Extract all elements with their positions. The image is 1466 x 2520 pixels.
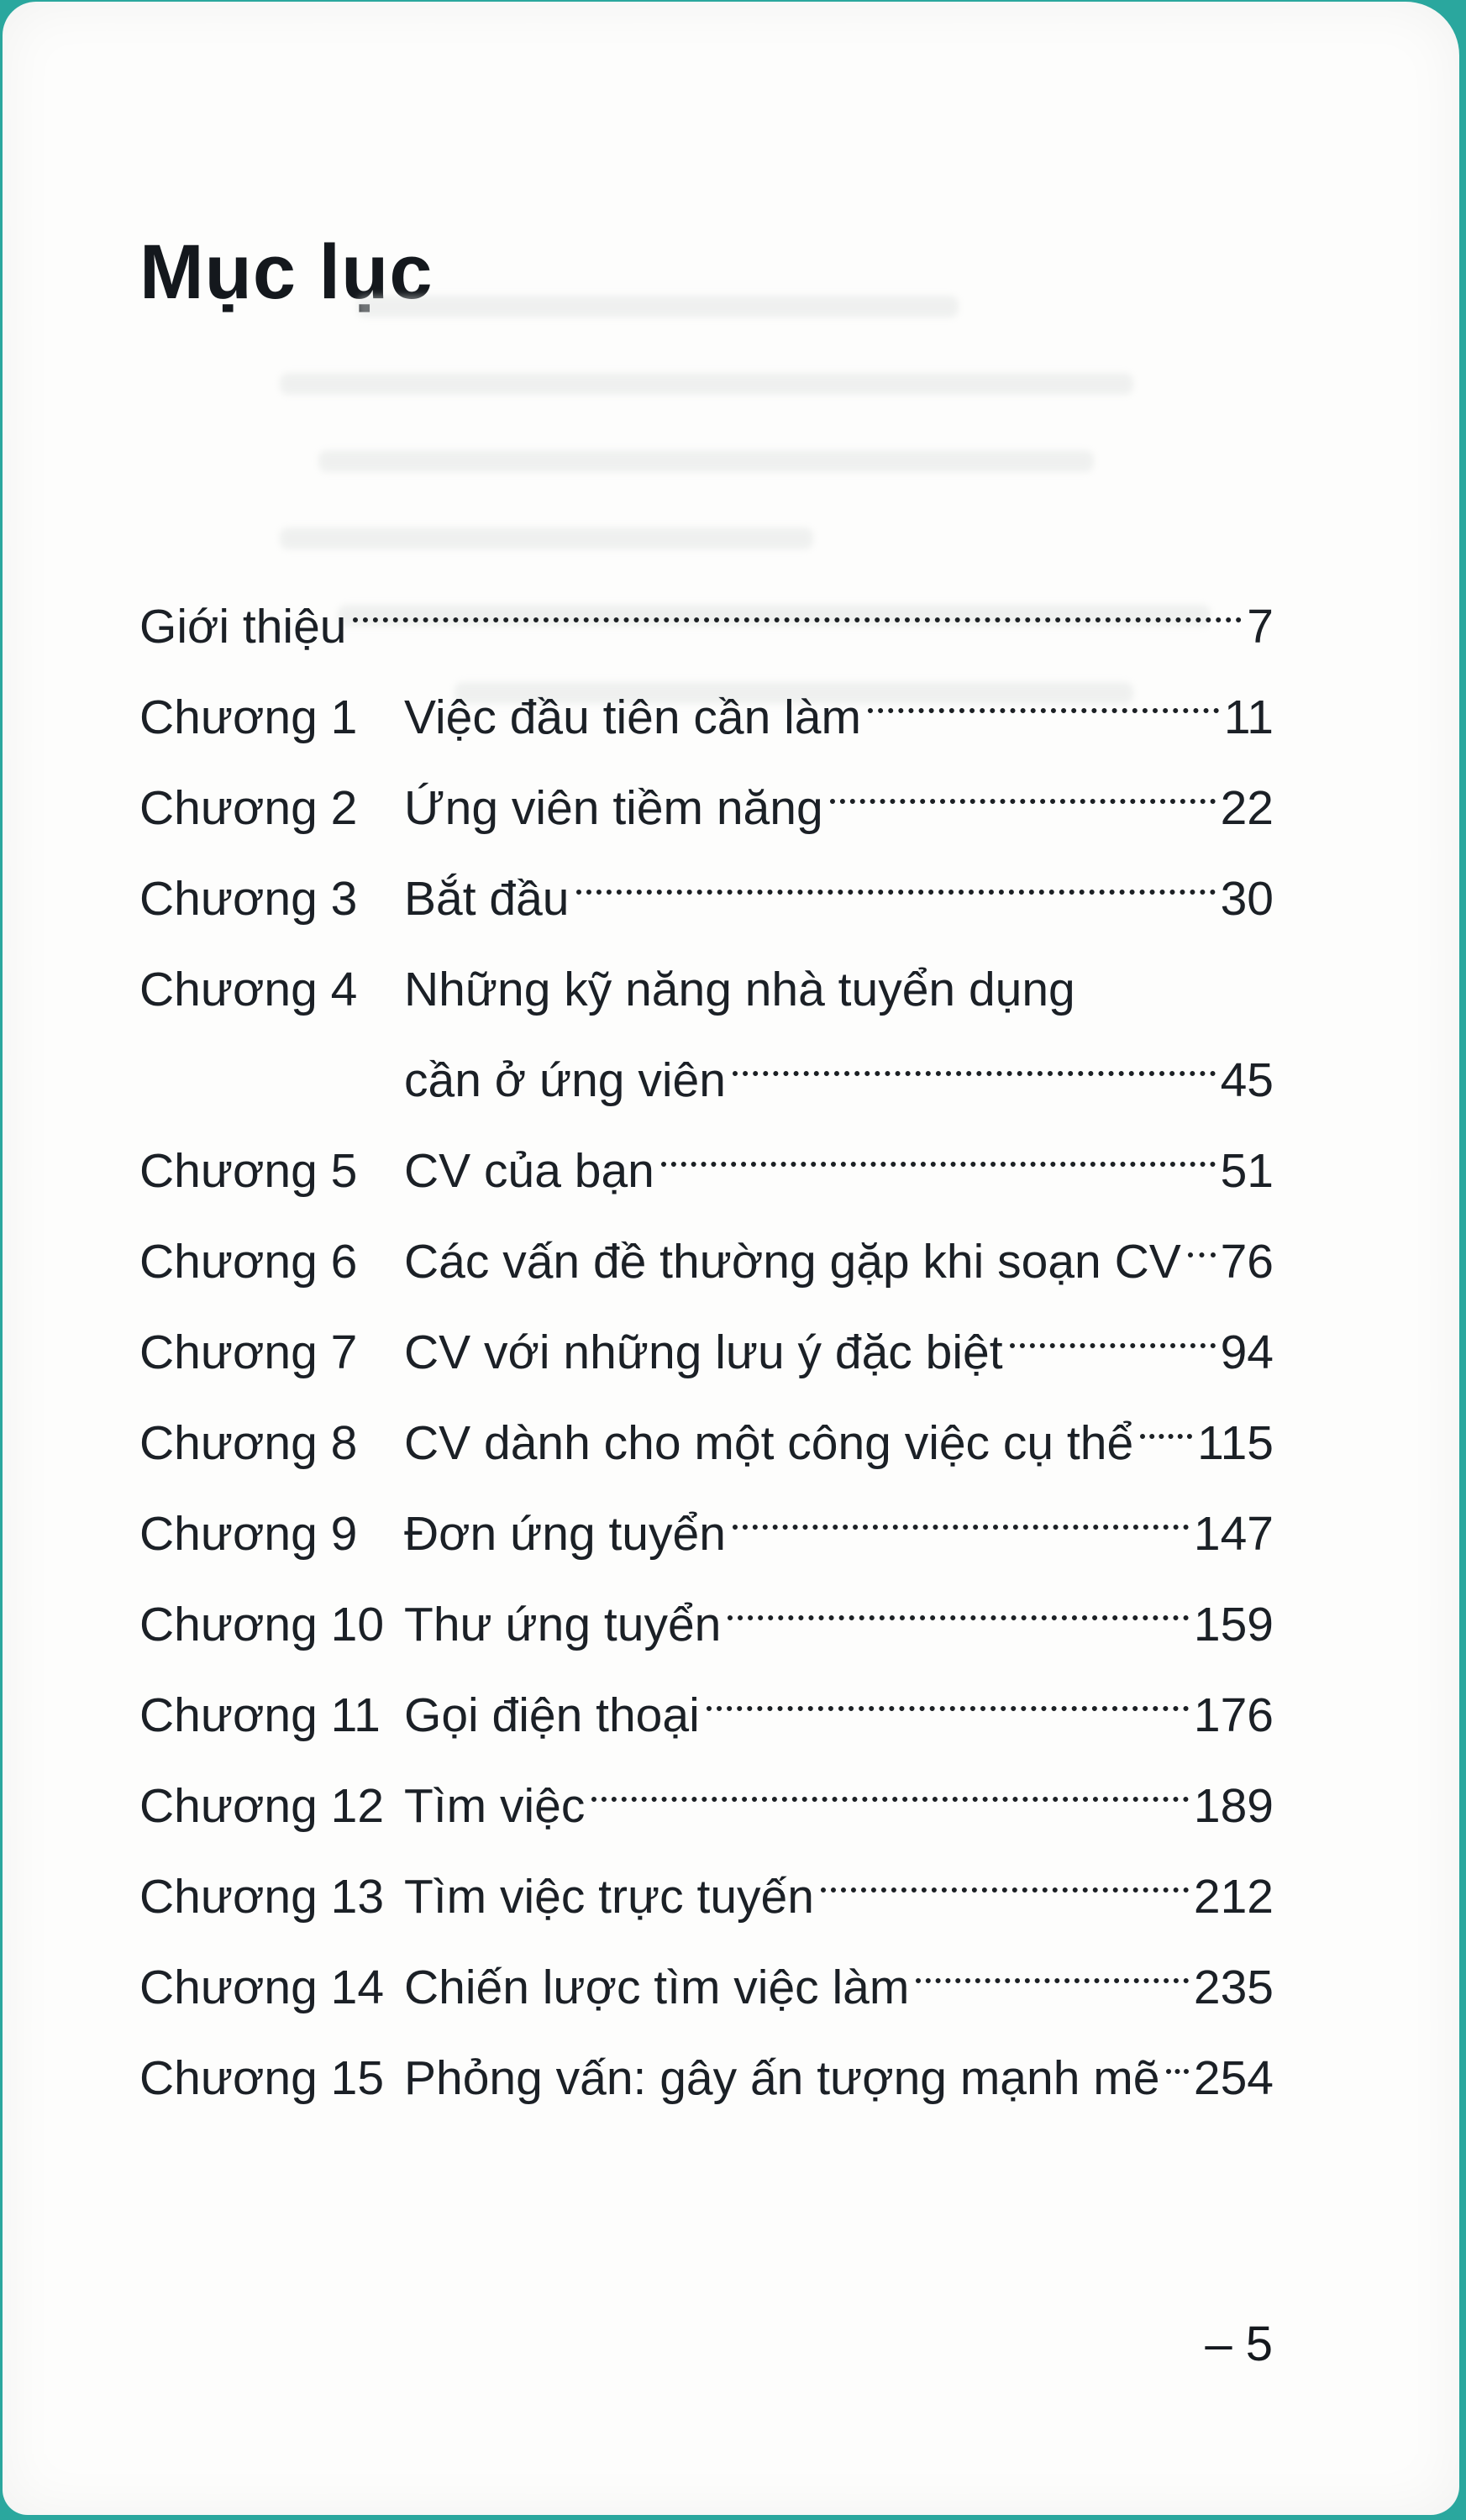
toc-title: Tìm việc [404, 1779, 586, 1833]
toc-title: Tìm việc trực tuyến [404, 1870, 814, 1924]
toc-entry-body [404, 2033, 1274, 2124]
toc-title: Thư ứng tuyển [404, 1598, 722, 1651]
toc-page-number: 115 [1197, 1416, 1274, 1470]
toc-title: Ứng viên tiềm năng [404, 781, 823, 835]
toc-entry-body [404, 1579, 1274, 1670]
toc-page-number: 212 [1193, 1870, 1274, 1924]
toc-entry-body [404, 1398, 1274, 1488]
toc-line [404, 853, 1274, 944]
toc-chapter-label: Chương 6 [139, 1235, 358, 1289]
toc-entry-body [404, 1761, 1274, 1851]
toc-title: CV của bạn [404, 1144, 654, 1198]
toc-line [404, 1942, 1274, 2033]
toc-page-number: 76 [1220, 1235, 1274, 1289]
toc-line [139, 581, 1274, 672]
dot-leader [1166, 2069, 1188, 2074]
toc-page-number: 254 [1193, 2051, 1274, 2105]
bleed-line [280, 528, 813, 549]
toc-page-number: 147 [1193, 1507, 1274, 1561]
toc-chapter-label: Chương 10 [139, 1598, 385, 1651]
dot-leader [576, 890, 1216, 895]
toc-entry [139, 1851, 1274, 1942]
toc-line [404, 1398, 1274, 1488]
toc-line [404, 2033, 1274, 2124]
toc-entry [139, 1126, 1274, 1216]
toc-line [404, 1761, 1274, 1851]
toc-entry-body [139, 581, 1274, 672]
toc-entry [139, 1216, 1274, 1307]
dot-leader [916, 1978, 1189, 1983]
dot-leader [830, 799, 1216, 804]
toc-entry-body [404, 944, 1274, 1126]
toc-page-number: 51 [1220, 1144, 1274, 1198]
toc-entry [139, 1307, 1274, 1398]
toc-title: Đơn ứng tuyển [404, 1507, 726, 1561]
toc-title: Giới thiệu [139, 600, 347, 654]
toc-title: cần ở ứng viên [404, 1053, 726, 1107]
toc-title: Gọi điện thoại [404, 1688, 700, 1742]
toc-page-number: 159 [1193, 1598, 1274, 1651]
toc-chapter-label: Chương 3 [139, 872, 358, 926]
toc-title: Bắt đầu [404, 872, 570, 926]
table-of-contents [139, 581, 1274, 2124]
toc-entry-body [404, 1488, 1274, 1579]
toc-entry-body [404, 1670, 1274, 1761]
toc-line [404, 763, 1274, 853]
toc-entry [139, 1579, 1274, 1670]
toc-page-number: 45 [1220, 1053, 1274, 1107]
toc-line [404, 1670, 1274, 1761]
toc-entry [139, 1670, 1274, 1761]
toc-entry [139, 581, 1274, 672]
toc-entry [139, 1488, 1274, 1579]
toc-chapter-label: Chương 13 [139, 1870, 385, 1924]
toc-chapter-label: Chương 15 [139, 2051, 385, 2105]
toc-entry [139, 1398, 1274, 1488]
dot-leader [707, 1706, 1189, 1711]
page-title: Mục lục [139, 229, 433, 315]
toc-title: CV với những lưu ý đặc biệt [404, 1326, 1003, 1379]
toc-chapter-label: Chương 14 [139, 1961, 385, 2014]
toc-chapter-label: Chương 11 [139, 1688, 381, 1742]
toc-title: Phỏng vấn: gây ấn tượng mạnh mẽ [404, 2051, 1160, 2105]
dot-leader [591, 1797, 1189, 1802]
toc-entry [139, 763, 1274, 853]
dot-leader [868, 708, 1219, 713]
dot-leader [728, 1615, 1189, 1620]
toc-title: Chiến lược tìm việc làm [404, 1961, 910, 2014]
toc-line [404, 1035, 1274, 1126]
toc-entry-body [404, 672, 1274, 763]
toc-title: Các vấn đề thường gặp khi soạn CV [404, 1235, 1181, 1289]
toc-chapter-label: Chương 4 [139, 963, 358, 1016]
toc-line [404, 1579, 1274, 1670]
toc-line [404, 1851, 1274, 1942]
toc-page-number: 189 [1193, 1779, 1274, 1833]
dot-leader [661, 1162, 1216, 1167]
book-page [3, 2, 1459, 2515]
dot-leader [733, 1525, 1189, 1530]
toc-title: Những kỹ năng nhà tuyển dụng [404, 963, 1075, 1016]
toc-line [404, 1216, 1274, 1307]
dot-leader [1140, 1434, 1192, 1439]
toc-page-number: 176 [1193, 1688, 1274, 1742]
dot-leader [821, 1887, 1189, 1893]
toc-chapter-label: Chương 12 [139, 1779, 385, 1833]
toc-entry [139, 1761, 1274, 1851]
toc-line [404, 1126, 1274, 1216]
toc-entry-body [404, 1216, 1274, 1307]
toc-entry [139, 1942, 1274, 2033]
toc-line [404, 1488, 1274, 1579]
toc-page-number: 94 [1220, 1326, 1274, 1379]
toc-chapter-label: Chương 2 [139, 781, 358, 835]
toc-page-number: 11 [1223, 690, 1274, 744]
toc-chapter-label: Chương 7 [139, 1326, 358, 1379]
dot-leader [733, 1071, 1216, 1076]
toc-entry [139, 853, 1274, 944]
toc-entry-body [404, 853, 1274, 944]
toc-page-number: 7 [1247, 600, 1274, 654]
toc-line [404, 944, 1274, 1035]
page-number: – 5 [1205, 2317, 1273, 2371]
dot-leader [1010, 1343, 1216, 1348]
toc-page-number: 235 [1193, 1961, 1274, 2014]
toc-entry [139, 2033, 1274, 2124]
toc-line [404, 672, 1274, 763]
toc-entry-body [404, 1126, 1274, 1216]
toc-title: Việc đầu tiên cần làm [404, 690, 861, 744]
toc-line [404, 1307, 1274, 1398]
toc-entry-body [404, 763, 1274, 853]
bleed-line [280, 373, 1133, 395]
toc-chapter-label: Chương 1 [139, 690, 358, 744]
toc-page-number: 22 [1220, 781, 1274, 835]
dot-leader [353, 617, 1242, 622]
toc-chapter-label: Chương 5 [139, 1144, 358, 1198]
toc-entry [139, 944, 1274, 1126]
toc-entry-body [404, 1942, 1274, 2033]
toc-chapter-label: Chương 8 [139, 1416, 358, 1470]
toc-entry-body [404, 1851, 1274, 1942]
toc-chapter-label: Chương 9 [139, 1507, 358, 1561]
bleed-line [318, 450, 1094, 472]
toc-title: CV dành cho một công việc cụ thể [404, 1416, 1134, 1470]
toc-entry-body [404, 1307, 1274, 1398]
toc-entry [139, 672, 1274, 763]
toc-page-number: 30 [1220, 872, 1274, 926]
dot-leader [1188, 1252, 1216, 1257]
